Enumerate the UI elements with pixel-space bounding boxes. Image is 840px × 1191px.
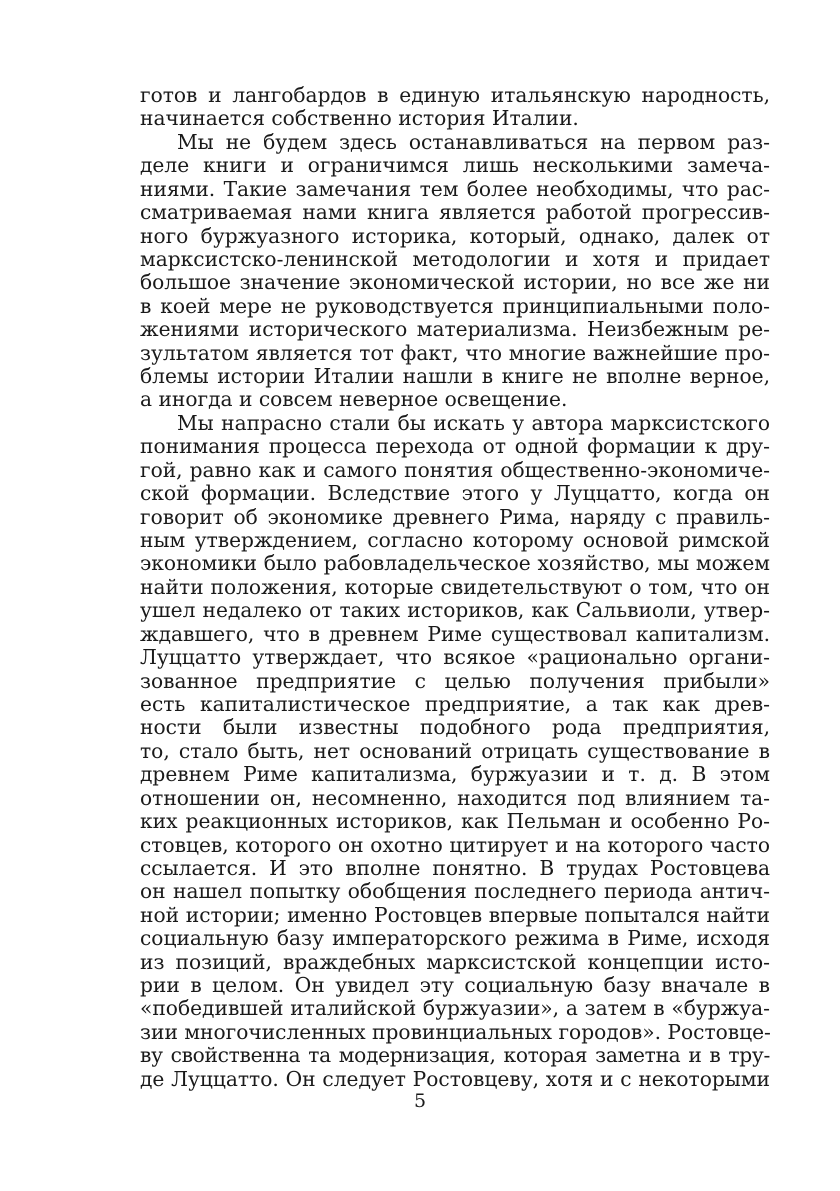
- body-text: [140, 84, 770, 1091]
- text-line: найти положения, которые свидетельствуют о том, что он: [140, 574, 770, 599]
- text-line: зованное предприятие с целью получения прибыли»: [140, 668, 770, 693]
- text-line: отношении он, несомненно, находится под влиянием та-: [140, 785, 770, 810]
- text-line: стовцев, которого он охотно цитирует и на которого часто: [140, 832, 770, 857]
- text-line: ждавшего, что в древнем Риме существовал капитализм.: [140, 621, 770, 646]
- text-line: ности были известны подобного рода предприятия,: [140, 715, 770, 740]
- text-line: экономики было рабовладельческое хозяйство, мы можем: [140, 551, 770, 576]
- text-line: ной истории; именно Ростовцев впервые попытался найти: [140, 902, 770, 927]
- page-number: 5: [413, 1090, 427, 1112]
- text-line: сматриваемая нами книга является работой прогрессив-: [140, 200, 770, 225]
- text-line: Луццатто утверждает, что всякое «рационально органи-: [140, 645, 770, 670]
- text-line: понимания процесса перехода от одной формации к дру-: [140, 434, 770, 459]
- text-line: «победившей италийской буржуазии», а затем в «буржуа-: [140, 996, 770, 1021]
- text-line: говорит об экономике древнего Рима, наряду с правиль-: [140, 504, 770, 529]
- text-line: блемы истории Италии нашли в книге не вполне верное,: [140, 364, 770, 389]
- text-line: Мы напрасно стали бы искать у автора марксистского: [177, 410, 770, 435]
- text-line: а иногда и совсем неверное освещение.: [140, 387, 568, 412]
- text-line: в коей мере не руководствуется принципиальными поло-: [140, 293, 770, 318]
- text-line: зии многочисленных провинциальных городов». Ростовце-: [140, 1019, 771, 1044]
- text-line: ного буржуазного историка, который, однако, далек от: [140, 223, 770, 248]
- text-line: из позиций, враждебных марксистской концепции исто-: [140, 949, 770, 974]
- text-line: ниями. Такие замечания тем более необходимы, что рас-: [140, 176, 770, 201]
- text-line: ву свойственна та модернизация, которая заметна и в тру-: [140, 1043, 770, 1068]
- text-line: древнем Риме капитализма, буржуазии и т. д. В этом: [140, 762, 770, 787]
- text-line: готов и лангобардов в единую итальянскую народность,: [140, 83, 770, 107]
- text-line: гой, равно как и самого понятия общественно-экономиче-: [140, 457, 770, 482]
- text-line: ской формации. Вследствие этого у Луццатто, когда он: [140, 481, 770, 506]
- text-line: социальную базу императорского режима в Риме, исходя: [140, 926, 770, 951]
- text-line: жениями исторического материализма. Неизбежным ре-: [140, 317, 770, 342]
- text-line: он нашел попытку обобщения последнего периода антич-: [140, 879, 770, 904]
- text-line: деле книги и ограничимся лишь несколькими замеча-: [140, 153, 770, 178]
- text-line: начинается собственно история Италии.: [140, 106, 579, 131]
- text-line: ушел недалеко от таких историков, как Сальвиоли, утвер-: [140, 598, 770, 623]
- text-line: ссылается. И это вполне понятно. В трудах Ростовцева: [140, 855, 770, 880]
- text-line: ких реакционных историков, как Пельман и особенно Ро-: [140, 809, 770, 834]
- text-line: марксистско-ленинской методологии и хотя и придает: [140, 246, 770, 271]
- text-line: Мы не будем здесь останавливаться на первом раз-: [177, 129, 770, 154]
- text-line: то, стало быть, нет оснований отрицать существование в: [140, 738, 770, 763]
- text-line: есть капиталистическое предприятие, а так как древ-: [140, 691, 770, 716]
- text-line: де Луццатто. Он следует Ростовцеву, хотя и с некоторыми: [140, 1066, 770, 1091]
- text-line: рии в целом. Он увидел эту социальную базу вначале в: [140, 973, 770, 998]
- text-line: большое значение экономической истории, но все же ни: [140, 270, 770, 295]
- text-line: ным утверждением, согласно которому основой римской: [140, 528, 770, 553]
- text-line: зультатом является тот факт, что многие важнейшие про-: [140, 340, 770, 365]
